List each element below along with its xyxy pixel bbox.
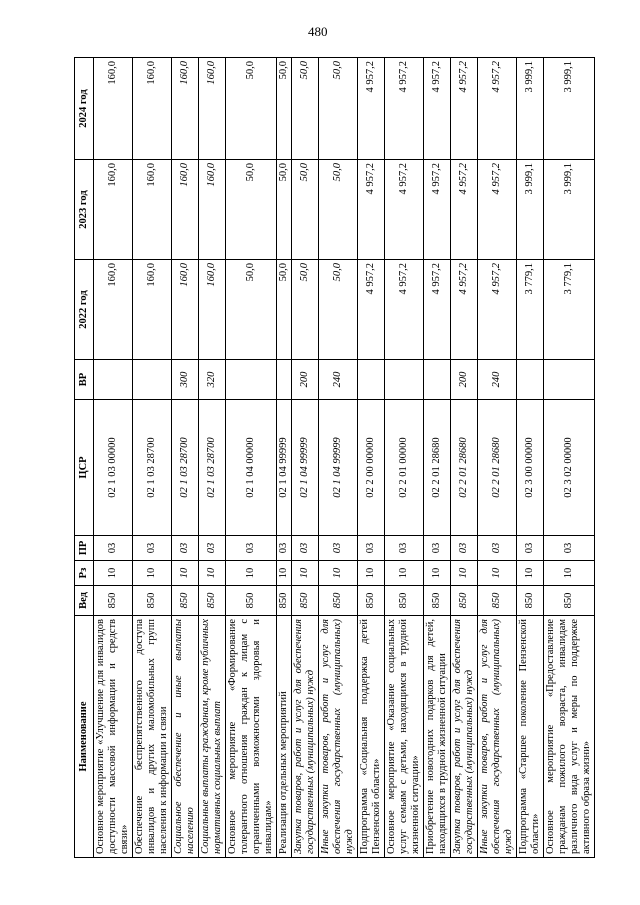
cell-rz: 10 (94, 561, 133, 586)
cell-ved: 850 (478, 586, 517, 616)
cell-2024: 4 957,2 (424, 58, 451, 160)
cell-rz: 10 (226, 561, 277, 586)
cell-ved: 850 (133, 586, 172, 616)
cell-ved: 850 (517, 586, 544, 616)
cell-csr: 02 2 00 00000 (358, 400, 385, 536)
cell-pr: 03 (172, 536, 199, 561)
cell-name: Социальные выплаты гражданам, кроме публичных нормативных социальных выплат (199, 616, 226, 858)
cell-pr: 03 (292, 536, 319, 561)
cell-2022: 160,0 (199, 260, 226, 360)
cell-vr (385, 360, 424, 400)
cell-rz: 10 (319, 561, 358, 586)
page-number: 480 (308, 24, 328, 39)
cell-rz: 10 (277, 561, 292, 586)
cell-rz: 10 (424, 561, 451, 586)
cell-2022: 3 779,1 (517, 260, 544, 360)
cell-csr: 02 1 03 00000 (94, 400, 133, 536)
cell-2024: 160,0 (199, 58, 226, 160)
cell-2022: 50,0 (319, 260, 358, 360)
header-2024: 2024 год (75, 58, 94, 160)
cell-2023: 4 957,2 (358, 160, 385, 260)
cell-2022: 50,0 (292, 260, 319, 360)
cell-2023: 50,0 (277, 160, 292, 260)
cell-ved: 850 (544, 586, 595, 616)
cell-vr: 320 (199, 360, 226, 400)
cell-name: Обеспечение беспрепятственного доступа инвалидов и других маломобильных групп населения к информации и связи (133, 616, 172, 858)
cell-rz: 10 (517, 561, 544, 586)
cell-vr (133, 360, 172, 400)
cell-2023: 50,0 (292, 160, 319, 260)
cell-2024: 50,0 (292, 58, 319, 160)
cell-csr: 02 2 01 28680 (424, 400, 451, 536)
cell-ved: 850 (424, 586, 451, 616)
cell-name: Закупка товаров, работ и услуг для обеспечения государственных (муниципальных) нужд (451, 616, 478, 858)
table-row (226, 58, 277, 858)
cell-2022: 4 957,2 (451, 260, 478, 360)
cell-csr: 02 2 01 00000 (385, 400, 424, 536)
cell-pr: 03 (451, 536, 478, 561)
cell-pr: 03 (133, 536, 172, 561)
table-row (451, 58, 478, 858)
cell-vr: 240 (478, 360, 517, 400)
cell-2022: 50,0 (226, 260, 277, 360)
cell-csr: 02 3 00 00000 (517, 400, 544, 536)
cell-csr: 02 3 02 00000 (544, 400, 595, 536)
table-row (133, 58, 172, 858)
cell-2023: 160,0 (199, 160, 226, 260)
cell-2023: 160,0 (94, 160, 133, 260)
cell-pr: 03 (319, 536, 358, 561)
cell-rz: 10 (292, 561, 319, 586)
cell-2022: 160,0 (172, 260, 199, 360)
cell-pr: 03 (385, 536, 424, 561)
cell-rz: 10 (199, 561, 226, 586)
header-name: Наименование (75, 616, 94, 858)
header-ved: Вед (75, 586, 94, 616)
cell-ved: 850 (199, 586, 226, 616)
cell-ved: 850 (292, 586, 319, 616)
cell-csr: 02 1 03 28700 (172, 400, 199, 536)
cell-2022: 4 957,2 (424, 260, 451, 360)
header-2022: 2022 год (75, 260, 94, 360)
table-row (517, 58, 544, 858)
table-row (277, 58, 292, 858)
cell-2024: 160,0 (172, 58, 199, 160)
cell-csr: 02 1 04 99999 (319, 400, 358, 536)
cell-2023: 4 957,2 (385, 160, 424, 260)
cell-vr (277, 360, 292, 400)
cell-2023: 50,0 (319, 160, 358, 260)
cell-pr: 03 (544, 536, 595, 561)
cell-2024: 4 957,2 (451, 58, 478, 160)
cell-2023: 3 999,1 (517, 160, 544, 260)
cell-2022: 160,0 (133, 260, 172, 360)
table-row (424, 58, 451, 858)
cell-csr: 02 1 04 99999 (292, 400, 319, 536)
cell-2024: 160,0 (133, 58, 172, 160)
cell-2023: 4 957,2 (424, 160, 451, 260)
cell-rz: 10 (358, 561, 385, 586)
cell-2022: 4 957,2 (478, 260, 517, 360)
cell-rz: 10 (172, 561, 199, 586)
cell-name: Реализация отдельных мероприятий (277, 616, 292, 858)
cell-csr: 02 2 01 28680 (478, 400, 517, 536)
cell-pr: 03 (277, 536, 292, 561)
header-vr: ВР (75, 360, 94, 400)
cell-name: Иные закупки товаров, работ и услуг для обеспечения государственных (муниципальных) нужд (478, 616, 517, 858)
cell-pr: 03 (226, 536, 277, 561)
cell-vr: 200 (292, 360, 319, 400)
table-row (199, 58, 226, 858)
cell-name: Основное мероприятие «Формирование толерантного отношения граждан к лицам с ограниченными возможностями здоровья и инвалидам» (226, 616, 277, 858)
budget-table-rotated (74, 58, 592, 858)
cell-ved: 850 (451, 586, 478, 616)
cell-2024: 50,0 (277, 58, 292, 160)
cell-rz: 10 (478, 561, 517, 586)
cell-2022: 50,0 (277, 260, 292, 360)
budget-table (74, 57, 595, 858)
cell-2024: 3 999,1 (544, 58, 595, 160)
cell-csr: 02 1 03 28700 (133, 400, 172, 536)
cell-vr: 200 (451, 360, 478, 400)
cell-2024: 4 957,2 (478, 58, 517, 160)
table-row (319, 58, 358, 858)
cell-2023: 160,0 (133, 160, 172, 260)
cell-name: Подпрограмма «Социальная поддержка детей Пензенской области» (358, 616, 385, 858)
cell-pr: 03 (358, 536, 385, 561)
cell-csr: 02 1 04 00000 (226, 400, 277, 536)
cell-ved: 850 (358, 586, 385, 616)
cell-rz: 10 (385, 561, 424, 586)
table-row (172, 58, 199, 858)
cell-vr: 300 (172, 360, 199, 400)
cell-2022: 4 957,2 (385, 260, 424, 360)
cell-2024: 160,0 (94, 58, 133, 160)
table-row (292, 58, 319, 858)
cell-vr (358, 360, 385, 400)
cell-ved: 850 (385, 586, 424, 616)
cell-2023: 3 999,1 (544, 160, 595, 260)
cell-2023: 50,0 (226, 160, 277, 260)
cell-ved: 850 (277, 586, 292, 616)
cell-csr: 02 1 04 99999 (277, 400, 292, 536)
cell-name: Социальное обеспечение и иные выплаты населению (172, 616, 199, 858)
header-csr: ЦСР (75, 400, 94, 536)
cell-vr: 240 (319, 360, 358, 400)
cell-vr (424, 360, 451, 400)
table-row (94, 58, 133, 858)
cell-vr (226, 360, 277, 400)
cell-name: Иные закупки товаров, работ и услуг для обеспечения государственных (муниципальных) нужд (319, 616, 358, 858)
header-rz: Рз (75, 561, 94, 586)
cell-name: Приобретение новогодних подарков для детей, находящихся в трудной жизненной ситуации (424, 616, 451, 858)
cell-vr (94, 360, 133, 400)
cell-2024: 4 957,2 (385, 58, 424, 160)
cell-pr: 03 (478, 536, 517, 561)
cell-ved: 850 (172, 586, 199, 616)
cell-pr: 03 (199, 536, 226, 561)
cell-pr: 03 (424, 536, 451, 561)
header-row (75, 58, 94, 858)
cell-csr: 02 2 01 28680 (451, 400, 478, 536)
cell-2023: 160,0 (172, 160, 199, 260)
cell-2022: 4 957,2 (358, 260, 385, 360)
cell-name: Подпрограмма «Старшее поколение Пензенской области» (517, 616, 544, 858)
cell-vr (544, 360, 595, 400)
cell-vr (517, 360, 544, 400)
cell-rz: 10 (451, 561, 478, 586)
cell-pr: 03 (517, 536, 544, 561)
cell-2024: 50,0 (319, 58, 358, 160)
header-2023: 2023 год (75, 160, 94, 260)
cell-2023: 4 957,2 (451, 160, 478, 260)
cell-2024: 3 999,1 (517, 58, 544, 160)
table-row (544, 58, 595, 858)
cell-ved: 850 (94, 586, 133, 616)
cell-name: Основное мероприятие «Оказание социальных услуг семьям с детьми, находящимся в трудной жизненной ситуации» (385, 616, 424, 858)
cell-2024: 4 957,2 (358, 58, 385, 160)
cell-name: Закупка товаров, работ и услуг для обеспечения государственных (муниципальных) нужд (292, 616, 319, 858)
table-row (478, 58, 517, 858)
table-row (358, 58, 385, 858)
cell-ved: 850 (319, 586, 358, 616)
cell-2023: 4 957,2 (478, 160, 517, 260)
cell-rz: 10 (133, 561, 172, 586)
table-row (385, 58, 424, 858)
cell-csr: 02 1 03 28700 (199, 400, 226, 536)
cell-pr: 03 (94, 536, 133, 561)
cell-name: Основное мероприятие «Улучшение для инвалидов доступности массовой информации и средств связи» (94, 616, 133, 858)
cell-2024: 50,0 (226, 58, 277, 160)
cell-2022: 3 779,1 (544, 260, 595, 360)
cell-rz: 10 (544, 561, 595, 586)
cell-name: Основное мероприятие «Предоставление гражданам пожилого возраста, инвалидам различного вида услуг и меры по поддержке активного образа жизни» (544, 616, 595, 858)
cell-ved: 850 (226, 586, 277, 616)
header-pr: ПР (75, 536, 94, 561)
cell-2022: 160,0 (94, 260, 133, 360)
